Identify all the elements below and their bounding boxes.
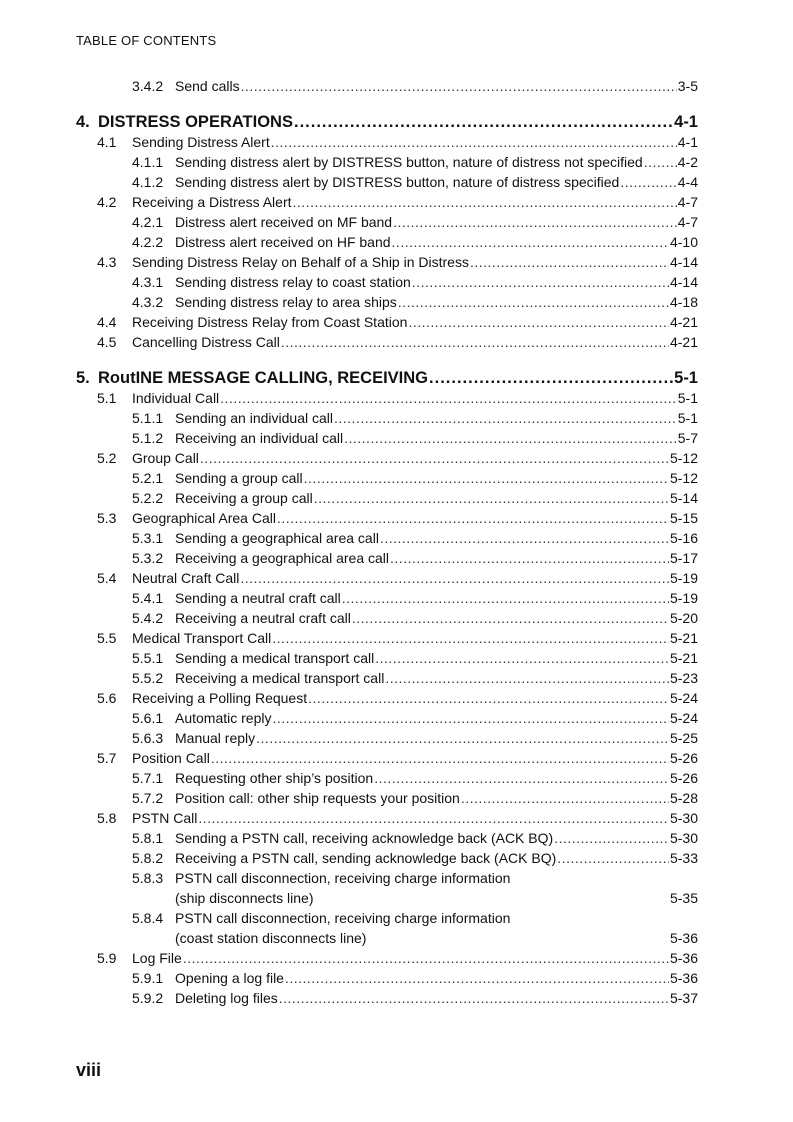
dot-leader xyxy=(272,628,669,648)
toc-entry-number: 5.6.3 xyxy=(132,730,164,746)
toc-page-number: 5-1 xyxy=(677,390,698,406)
dot-leader xyxy=(392,232,669,252)
dot-leader xyxy=(220,388,677,408)
dot-leader xyxy=(294,111,673,133)
toc-entry-title: Sending a neutral craft call xyxy=(175,590,341,606)
toc-entry-title: Receiving a Distress Alert xyxy=(132,194,292,210)
toc-entry-number: 5.2.2 xyxy=(132,490,164,506)
toc-section-entry xyxy=(97,132,698,152)
dot-leader xyxy=(390,548,669,568)
dot-leader xyxy=(308,688,669,708)
toc-chapter-heading xyxy=(76,111,698,133)
toc-entry-title: Sending distress relay to area ships xyxy=(175,294,397,310)
toc-entry-number: 5.1.1 xyxy=(132,410,164,426)
toc-page-number: 4-7 xyxy=(677,194,698,210)
toc-page-number: 5-21 xyxy=(669,630,698,646)
toc-entry-number: 5.6.1 xyxy=(132,710,164,726)
toc-entry-number: 4.3 xyxy=(97,254,117,270)
toc-section-entry xyxy=(97,388,698,408)
dot-leader xyxy=(398,292,669,312)
toc-subsection-entry xyxy=(132,668,698,688)
toc-page-number: 4-4 xyxy=(677,174,698,190)
dot-leader xyxy=(461,788,669,808)
toc-subsection-entry xyxy=(132,232,698,252)
toc-subsection-entry xyxy=(132,928,698,948)
toc-page-number: 4-21 xyxy=(669,314,698,330)
toc-subsection-entry xyxy=(132,548,698,568)
toc-page-number: 5-24 xyxy=(669,690,698,706)
toc-entry-number: 5.9.2 xyxy=(132,990,164,1006)
toc-page-number: 5-36 xyxy=(669,950,698,966)
toc-entry-title: Opening a log file xyxy=(175,970,284,986)
toc-page-number: 5-28 xyxy=(669,790,698,806)
toc-entry-title: Automatic reply xyxy=(175,710,272,726)
toc-entry-number: 5.8.2 xyxy=(132,850,164,866)
toc-entry-number: 5.6 xyxy=(97,690,117,706)
toc-section-entry xyxy=(97,252,698,272)
toc-entry-title: PSTN call disconnection, receiving charge information xyxy=(175,910,511,926)
dot-leader xyxy=(429,367,673,389)
toc-subsection-entry xyxy=(132,608,698,628)
toc-entry-number: 4.1.2 xyxy=(132,174,164,190)
toc-entry-title: Sending a medical transport call xyxy=(175,650,375,666)
toc-entry-title: Sending Distress Relay on Behalf of a Ship in Distress xyxy=(132,254,469,270)
dot-leader xyxy=(342,588,669,608)
toc-section-entry xyxy=(97,628,698,648)
toc-chapter-heading xyxy=(76,367,698,389)
dot-leader xyxy=(314,488,669,508)
toc-subsection-entry xyxy=(132,828,698,848)
toc-entry-title: Position Call xyxy=(132,750,210,766)
dot-leader xyxy=(200,448,669,468)
toc-entry-number: 4.3.1 xyxy=(132,274,164,290)
page-number: viii xyxy=(76,1060,102,1080)
dot-leader xyxy=(271,132,677,152)
toc-page-number: 5-26 xyxy=(669,750,698,766)
toc-subsection-entry xyxy=(132,768,698,788)
toc-entry-number: 3.4.2 xyxy=(132,78,164,94)
toc-entry-title: (coast station disconnects line) xyxy=(175,930,367,946)
toc-entry-title: Medical Transport Call xyxy=(132,630,272,646)
toc-subsection-entry xyxy=(132,528,698,548)
toc-subsection-entry xyxy=(132,152,698,172)
dot-leader xyxy=(557,848,669,868)
toc-entry-number: 4.2 xyxy=(97,194,117,210)
toc-entry-number: 5.9 xyxy=(97,950,117,966)
toc-subsection-entry xyxy=(132,788,698,808)
toc-entry-number: 4.2.1 xyxy=(132,214,164,230)
toc-entry-number: 5.3.1 xyxy=(132,530,164,546)
toc-entry-number: 5. xyxy=(76,369,90,387)
dot-leader xyxy=(393,212,677,232)
toc-page-number: 5-19 xyxy=(669,590,698,606)
toc-section-entry xyxy=(97,808,698,828)
toc-entry-title: Distress alert received on HF band xyxy=(175,234,391,250)
dot-leader xyxy=(344,428,677,448)
toc-page-number: 5-36 xyxy=(669,930,698,946)
toc-entry-number: 5.5 xyxy=(97,630,117,646)
toc-section-entry xyxy=(97,948,698,968)
toc-page-number: 4-14 xyxy=(669,274,698,290)
toc-page-number: 5-14 xyxy=(669,490,698,506)
toc-page-number: 5-1 xyxy=(674,369,698,387)
toc-entry-title: Sending a group call xyxy=(175,470,303,486)
toc-entry-number: 4.1 xyxy=(97,134,117,150)
dot-leader xyxy=(281,332,669,352)
toc-entry-number: 5.8.3 xyxy=(132,870,164,886)
toc-subsection-entry xyxy=(132,988,698,1008)
page-header: TABLE OF CONTENTS xyxy=(76,33,217,48)
toc-page-number: 5-23 xyxy=(669,670,698,686)
toc-entry-title: Individual Call xyxy=(132,390,220,406)
dot-leader xyxy=(380,528,669,548)
toc-entry-title: Receiving Distress Relay from Coast Station xyxy=(132,314,408,330)
toc-entry-number: 4.2.2 xyxy=(132,234,164,250)
toc-entry-number: 5.8 xyxy=(97,810,117,826)
toc-entry-number: 5.7.1 xyxy=(132,770,164,786)
dot-leader xyxy=(644,152,677,172)
toc-page-number: 4-2 xyxy=(677,154,698,170)
toc-subsection-entry xyxy=(132,968,698,988)
dot-leader xyxy=(198,808,669,828)
toc-entry-title: (ship disconnects line) xyxy=(175,890,314,906)
toc-page-number: 4-1 xyxy=(677,134,698,150)
dot-leader xyxy=(554,828,669,848)
toc-page-number: 3-5 xyxy=(677,78,698,94)
dot-leader xyxy=(374,768,669,788)
toc-entry-title: Sending Distress Alert xyxy=(132,134,270,150)
toc-page-number: 4-18 xyxy=(669,294,698,310)
toc-page-number: 5-15 xyxy=(669,510,698,526)
toc-entry-title: Requesting other ship’s position xyxy=(175,770,374,786)
toc-page-number: 5-12 xyxy=(669,450,698,466)
toc-entry-number: 5.2 xyxy=(97,450,117,466)
toc-section-entry xyxy=(97,508,698,528)
toc-entry-number: 5.5.2 xyxy=(132,670,164,686)
toc-entry-number: 5.7 xyxy=(97,750,117,766)
toc-entry-title: DISTRESS OPERATIONS xyxy=(98,113,293,131)
toc-entry-number: 5.4 xyxy=(97,570,117,586)
toc-page-number: 5-24 xyxy=(669,710,698,726)
toc-section-entry xyxy=(97,312,698,332)
toc-entry-title: Neutral Craft Call xyxy=(132,570,240,586)
toc-page-number: 5-33 xyxy=(669,850,698,866)
toc-page-number: 4-14 xyxy=(669,254,698,270)
toc-subsection-entry xyxy=(132,272,698,292)
toc-subsection-entry xyxy=(132,212,698,232)
toc-entry-number: 4.1.1 xyxy=(132,154,164,170)
toc-entry-title: Sending an individual call xyxy=(175,410,333,426)
toc-subsection-entry xyxy=(132,76,698,96)
toc-section-entry xyxy=(97,688,698,708)
dot-leader xyxy=(408,312,669,332)
toc-entry-number: 4.5 xyxy=(97,334,117,350)
toc-entry-number: 5.7.2 xyxy=(132,790,164,806)
toc-entry-number: 4.3.2 xyxy=(132,294,164,310)
dot-leader xyxy=(285,968,669,988)
toc-entry-title: Group Call xyxy=(132,450,199,466)
toc-subsection-entry xyxy=(132,848,698,868)
toc-entry-number: 5.1.2 xyxy=(132,430,164,446)
dot-leader xyxy=(334,408,677,428)
toc-entry-title: Cancelling Distress Call xyxy=(132,334,280,350)
toc-page-number: 5-12 xyxy=(669,470,698,486)
dot-leader xyxy=(279,988,669,1008)
toc-subsection-entry xyxy=(132,292,698,312)
toc-subsection-entry xyxy=(132,468,698,488)
dot-leader xyxy=(272,708,668,728)
toc-page-number: 5-7 xyxy=(677,430,698,446)
toc-entry-number: 5.3 xyxy=(97,510,117,526)
toc-entry-number: 5.2.1 xyxy=(132,470,164,486)
toc-page-number: 5-26 xyxy=(669,770,698,786)
toc-entry-title: Sending a PSTN call, receiving acknowledge back (ACK BQ) xyxy=(175,830,554,846)
toc-page-number: 5-21 xyxy=(669,650,698,666)
toc-entry-title: Deleting log files xyxy=(175,990,278,1006)
toc-entry-title: Receiving a group call xyxy=(175,490,313,506)
toc-entry-title: PSTN call disconnection, receiving charge information xyxy=(175,870,511,886)
toc-entry-number: 5.8.4 xyxy=(132,910,164,926)
toc-section-entry xyxy=(97,332,698,352)
dot-leader xyxy=(241,76,677,96)
toc-page-number: 5-17 xyxy=(669,550,698,566)
toc-entry-title: Geographical Area Call xyxy=(132,510,276,526)
toc-entry-number: 5.3.2 xyxy=(132,550,164,566)
toc-subsection-entry xyxy=(132,908,698,928)
dot-leader xyxy=(183,948,669,968)
toc-page-number: 5-1 xyxy=(677,410,698,426)
toc-entry-number: 5.1 xyxy=(97,390,117,406)
toc-page-number: 5-30 xyxy=(669,810,698,826)
toc-page-number: 5-37 xyxy=(669,990,698,1006)
toc-entry-title: Sending distress alert by DISTRESS button, nature of distress not specified xyxy=(175,154,643,170)
toc-entry-number: 5.4.1 xyxy=(132,590,164,606)
toc-entry-number: 4. xyxy=(76,113,90,131)
toc-subsection-entry xyxy=(132,888,698,908)
toc-section-entry xyxy=(97,568,698,588)
toc-entry-number: 5.8.1 xyxy=(132,830,164,846)
dot-leader xyxy=(304,468,669,488)
toc-entry-title: Position call: other ship requests your position xyxy=(175,790,460,806)
toc-page-number: 5-16 xyxy=(669,530,698,546)
toc-subsection-entry xyxy=(132,588,698,608)
toc-page-number: 4-7 xyxy=(677,214,698,230)
dot-leader xyxy=(620,172,676,192)
toc-subsection-entry xyxy=(132,648,698,668)
toc-section-entry xyxy=(97,748,698,768)
toc-entry-title: Sending a geographical area call xyxy=(175,530,379,546)
dot-leader xyxy=(211,748,669,768)
dot-leader xyxy=(293,192,677,212)
toc-entry-title: Receiving a PSTN call, sending acknowledge back (ACK BQ) xyxy=(175,850,557,866)
toc-page-number: 5-19 xyxy=(669,570,698,586)
toc-page-number: 4-1 xyxy=(674,113,698,131)
toc-page-number: 5-35 xyxy=(669,890,698,906)
toc-page-number: 4-10 xyxy=(669,234,698,250)
toc-entry-title: Distress alert received on MF band xyxy=(175,214,393,230)
dot-leader xyxy=(256,728,669,748)
dot-leader xyxy=(352,608,669,628)
toc-subsection-entry xyxy=(132,408,698,428)
toc-subsection-entry xyxy=(132,488,698,508)
toc-entry-title: Receiving a Polling Request xyxy=(132,690,308,706)
toc-entry-title: Log File xyxy=(132,950,182,966)
toc-entry-number: 5.4.2 xyxy=(132,610,164,626)
toc-entry-title: Send calls xyxy=(175,78,240,94)
toc-entry-title: Receiving a geographical area call xyxy=(175,550,390,566)
toc-entry-title: Receiving a medical transport call xyxy=(175,670,385,686)
toc-entry-number: 5.5.1 xyxy=(132,650,164,666)
toc-page-number: 5-25 xyxy=(669,730,698,746)
toc-entry-title: RoutINE MESSAGE CALLING, RECEIVING xyxy=(98,369,429,387)
toc-page-number: 5-20 xyxy=(669,610,698,626)
dot-leader xyxy=(277,508,669,528)
toc-subsection-entry xyxy=(132,172,698,192)
toc-subsection-entry xyxy=(132,728,698,748)
toc-page-number: 5-36 xyxy=(669,970,698,986)
toc-page-number: 4-21 xyxy=(669,334,698,350)
dot-leader xyxy=(385,668,669,688)
toc-entry-title: Manual reply xyxy=(175,730,256,746)
toc-section-entry xyxy=(97,192,698,212)
toc-entry-number: 4.4 xyxy=(97,314,117,330)
toc-entry-title: Sending distress relay to coast station xyxy=(175,274,411,290)
toc-entry-title: Receiving a neutral craft call xyxy=(175,610,351,626)
dot-leader xyxy=(375,648,669,668)
toc-entry-title: Receiving an individual call xyxy=(175,430,344,446)
dot-leader xyxy=(240,568,669,588)
toc-subsection-entry xyxy=(132,868,698,888)
toc-entry-title: PSTN Call xyxy=(132,810,198,826)
toc-subsection-entry xyxy=(132,708,698,728)
toc-section-entry xyxy=(97,448,698,468)
toc-page-number: 5-30 xyxy=(669,830,698,846)
toc-entry-number: 5.9.1 xyxy=(132,970,164,986)
toc-subsection-entry xyxy=(132,428,698,448)
toc-entry-title: Sending distress alert by DISTRESS button, nature of distress specified xyxy=(175,174,620,190)
dot-leader xyxy=(412,272,669,292)
dot-leader xyxy=(470,252,669,272)
